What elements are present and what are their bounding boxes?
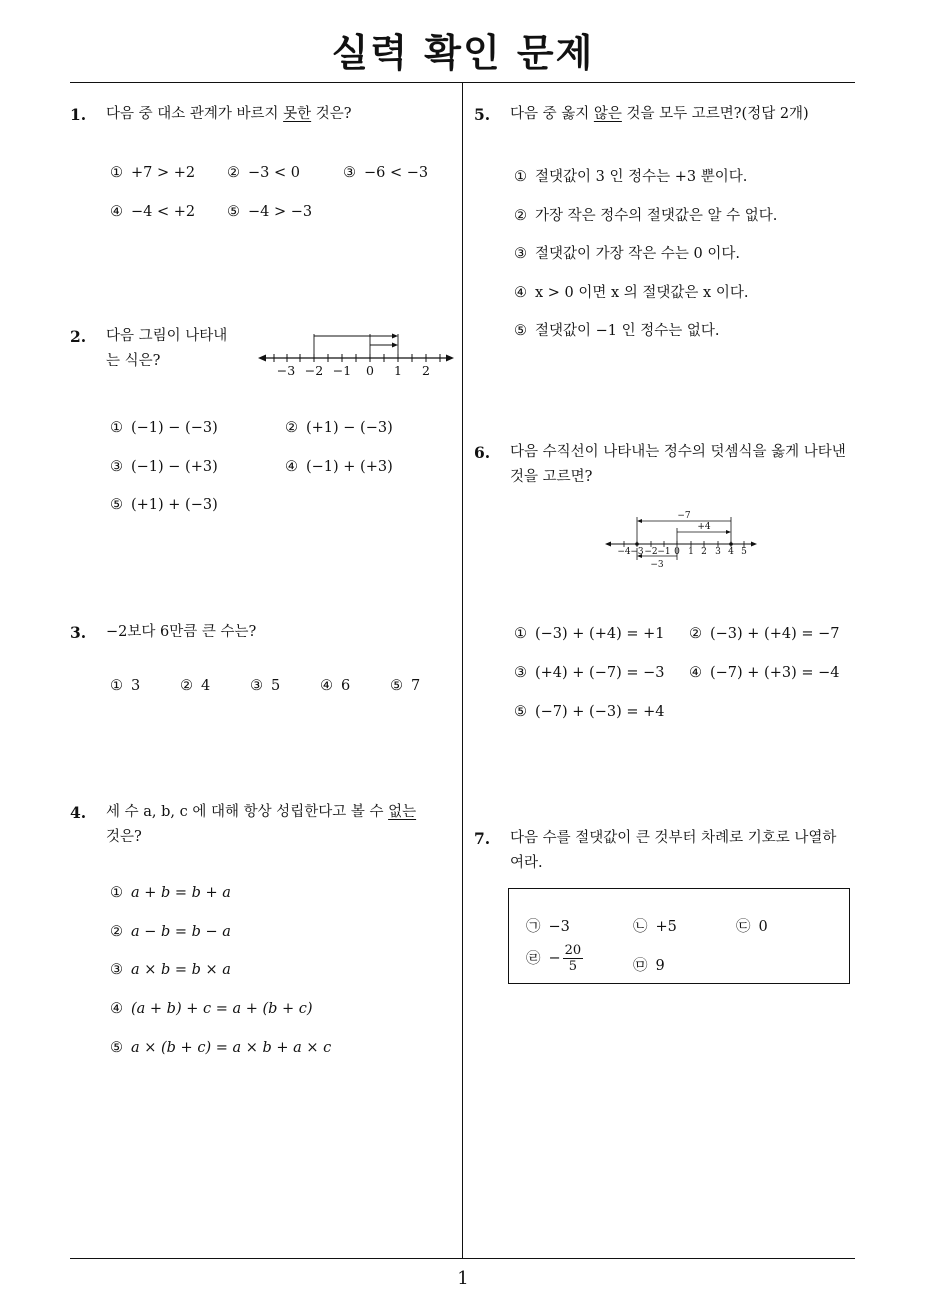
tick-label: 2 xyxy=(701,547,707,557)
option-1[interactable]: ① a + b = b + a xyxy=(110,885,231,901)
tick-label: −1 xyxy=(657,547,671,557)
option-2[interactable]: ② a − b = b − a xyxy=(110,924,231,940)
option-3[interactable]: ③ (+4) + (−7) = −3 xyxy=(514,665,665,681)
question-1 xyxy=(70,102,455,132)
option-2[interactable]: ② (−3) + (+4) = −7 xyxy=(689,626,840,642)
option-2[interactable]: ② 4 xyxy=(180,678,211,694)
page-number: 1 xyxy=(457,1268,469,1289)
question-text: 다음 수를 절댓값이 큰 것부터 차례로 기호로 나열하 여라. xyxy=(510,830,837,871)
tick-label: 5 xyxy=(741,547,747,557)
tick-label: 1 xyxy=(394,363,402,378)
option-1[interactable]: ① 절댓값이 3 인 정수는 +3 뿐이다. xyxy=(514,169,748,185)
option-2[interactable]: ② −3 < 0 xyxy=(227,165,300,181)
option-5[interactable]: ⑤ 7 xyxy=(390,678,421,694)
option-1[interactable]: ① 3 xyxy=(110,678,141,694)
number-line-figure xyxy=(603,508,763,570)
question-2 xyxy=(70,324,270,379)
arrow-label: −7 xyxy=(677,511,691,521)
option-1[interactable]: ① (−1) − (−3) xyxy=(110,420,218,436)
item-e: ㉤ 9 xyxy=(633,958,665,974)
tick-label: 0 xyxy=(674,547,680,557)
option-4[interactable]: ④ 6 xyxy=(320,678,351,694)
option-5[interactable]: ⑤ (+1) + (−3) xyxy=(110,497,218,513)
option-3[interactable]: ③ a × b = b × a xyxy=(110,962,231,978)
tick-label: 2 xyxy=(422,363,430,378)
tick-label: −2 xyxy=(304,363,324,378)
option-2[interactable]: ② 가장 작은 정수의 절댓값은 알 수 없다. xyxy=(514,208,778,224)
option-5[interactable]: ⑤ 절댓값이 −1 인 정수는 없다. xyxy=(514,323,720,339)
question-number: 4. xyxy=(70,803,87,822)
option-4[interactable]: ④ (a + b) + c = a + (b + c) xyxy=(110,1001,313,1017)
arrow-label: +4 xyxy=(697,522,711,532)
item-c: ㉢ 0 xyxy=(736,919,768,935)
option-3[interactable]: ③ (−1) − (+3) xyxy=(110,459,218,475)
option-1[interactable]: ① (−3) + (+4) = +1 xyxy=(514,626,665,642)
tick-label: −4 xyxy=(617,547,631,557)
option-3[interactable]: ③ −6 < −3 xyxy=(343,165,429,181)
question-text: 세 수 a, b, c 에 대해 항상 성립한다고 볼 수 없는 것은? xyxy=(106,804,417,845)
option-4[interactable]: ④ −4 < +2 xyxy=(110,204,196,220)
option-5[interactable]: ⑤ −4 > −3 xyxy=(227,204,313,220)
question-number: 7. xyxy=(474,829,491,848)
fraction: $\frac{20}{5}$ xyxy=(564,943,582,974)
option-5[interactable]: ⑤ (−7) + (−3) = +4 xyxy=(514,704,665,720)
question-6 xyxy=(474,440,859,495)
question-4 xyxy=(70,800,455,855)
option-4[interactable]: ④ (−1) + (+3) xyxy=(285,459,393,475)
number-line-figure xyxy=(258,328,458,380)
question-text: 다음 중 대소 관계가 바르지 못한 것은? xyxy=(106,106,352,122)
question-text: 다음 중 옳지 않은 것을 모두 고르면?(정답 2개) xyxy=(510,106,809,122)
question-text: −2보다 6만큼 큰 수는? xyxy=(106,624,257,640)
tick-label: 3 xyxy=(715,547,721,557)
question-text: 다음 그림이 나타내 는 식은? xyxy=(106,328,228,369)
arrow-label: −3 xyxy=(650,560,664,570)
option-2[interactable]: ② (+1) − (−3) xyxy=(285,420,393,436)
question-3 xyxy=(70,620,455,650)
option-3[interactable]: ③ 5 xyxy=(250,678,281,694)
tick-label: −2 xyxy=(644,547,658,557)
tick-label: 1 xyxy=(688,547,694,557)
question-text: 다음 수직선이 나타내는 정수의 덧셈식을 옳게 나타낸 것을 고르면? xyxy=(510,444,846,485)
tick-label: −3 xyxy=(630,547,644,557)
tick-label: −3 xyxy=(276,363,296,378)
item-a: ㉠ −3 xyxy=(526,919,570,935)
item-d: ㉣ − $\frac{20}{5}$ xyxy=(526,943,582,974)
tick-label: 4 xyxy=(728,547,734,557)
question-number: 6. xyxy=(474,443,491,462)
tick-label: −1 xyxy=(332,363,352,378)
question-number: 5. xyxy=(474,105,491,124)
option-4[interactable]: ④ x > 0 이면 x 의 절댓값은 x 이다. xyxy=(514,285,749,301)
question-5 xyxy=(474,102,859,132)
option-4[interactable]: ④ (−7) + (+3) = −4 xyxy=(689,665,840,681)
option-3[interactable]: ③ 절댓값이 가장 작은 수는 0 이다. xyxy=(514,246,740,262)
column-divider xyxy=(462,83,463,1258)
page-title: 실력 확인 문제 xyxy=(331,31,595,75)
question-number: 3. xyxy=(70,623,87,642)
item-b: ㉡ +5 xyxy=(633,919,677,935)
tick-label: 0 xyxy=(366,363,374,378)
option-5[interactable]: ⑤ a × (b + c) = a × b + a × c xyxy=(110,1040,332,1056)
question-number: 1. xyxy=(70,105,87,124)
question-number: 2. xyxy=(70,327,87,346)
option-1[interactable]: ① +7 > +2 xyxy=(110,165,196,181)
bottom-rule xyxy=(70,1258,855,1259)
question-7 xyxy=(474,826,859,881)
